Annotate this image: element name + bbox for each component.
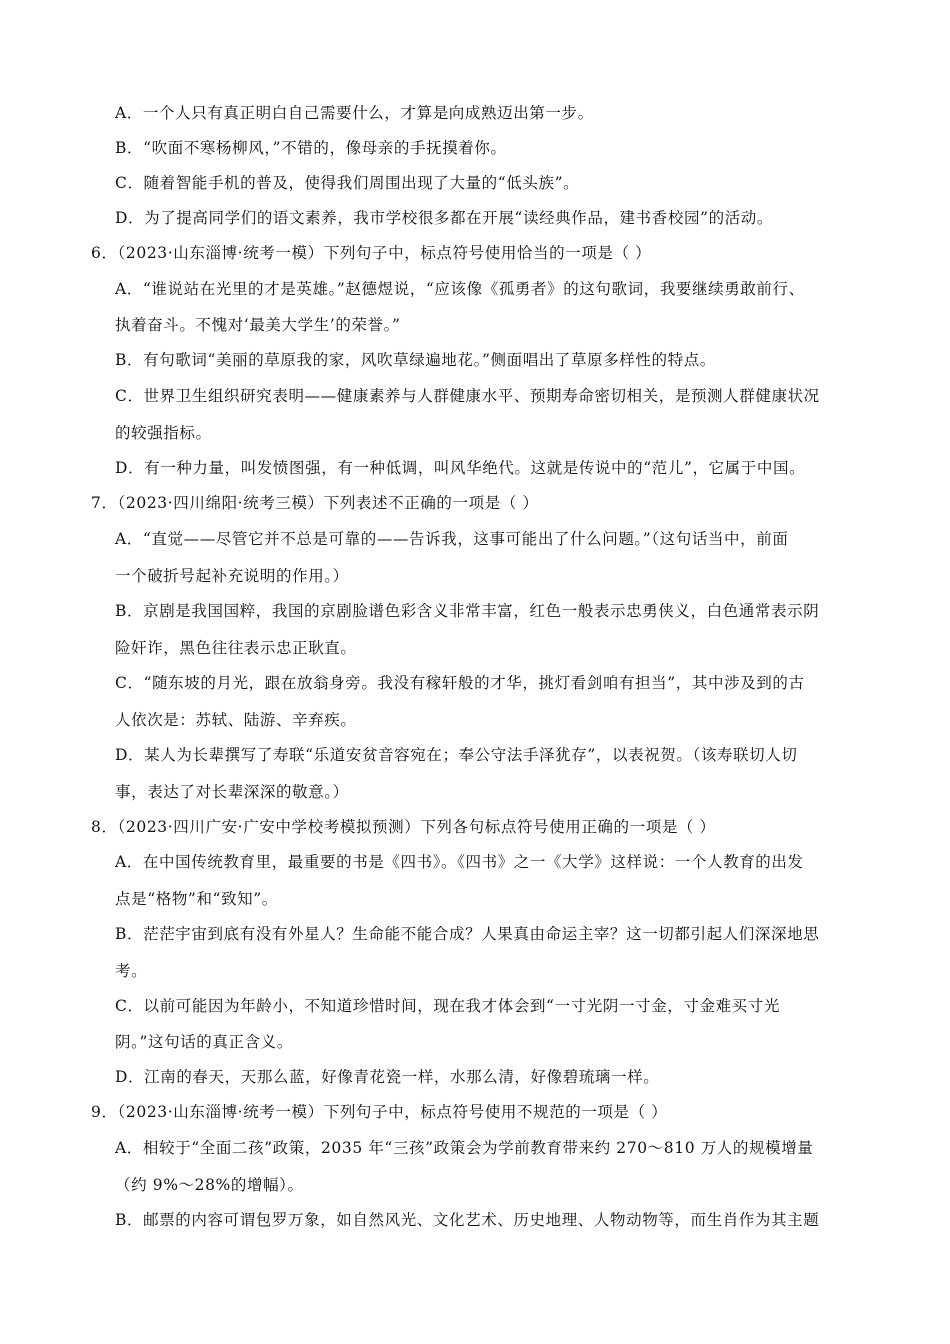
q9-option-a-cont: （约 9%～28%的增幅）。	[115, 1176, 304, 1194]
question-7-stem: 7．（2023·四川绵阳·统考三模）下列表述不正确的一项是（ ）	[91, 494, 539, 512]
q7-option-b: B．京剧是我国国粹，我国的京剧脸谱色彩含义非常丰富，红色一般表示忠勇侠义，白色通常表示阴	[115, 602, 820, 620]
q5-option-d: D．为了提高同学们的语文素养，我市学校很多都在开展“读经典作品，建书香校园”的活动。	[115, 209, 773, 227]
q8-option-d: D．江南的春天，天那么蓝，好像青花瓷一样，水那么清，好像碧琉璃一样。	[115, 1068, 660, 1086]
q8-option-a: A．在中国传统教育里，最重要的书是《四书》。《四书》之一《大学》这样说：一个人教育的出发	[115, 853, 804, 871]
q7-option-d-cont: 事，表达了对长辈深深的敬意。）	[115, 783, 349, 801]
q8-option-c-cont: 阴。”这句话的真正含义。	[115, 1033, 293, 1051]
q7-option-a: A．“直觉——尽管它并不总是可靠的——告诉我，这事可能出了什么问题。”（这句话当中，前面	[115, 530, 789, 548]
q5-option-c: C．随着智能手机的普及，使得我们周围出现了大量的“低头族”。	[115, 174, 580, 192]
q6-option-a-cont: 执着奋斗。不愧对‘最美大学生’的荣誉。”	[115, 316, 401, 334]
q6-option-b: B．有句歌词“美丽的草原我的家，风吹草绿遍地花。”侧面唱出了草原多样性的特点。	[115, 351, 716, 369]
q6-option-c: C．世界卫生组织研究表明——健康素养与人群健康水平、预期寿命密切相关，是预测人群健康状况	[115, 387, 820, 405]
q7-option-c-cont: 人依次是：苏轼、陆游、辛弃疾。	[115, 711, 357, 729]
q6-option-a: A．“谁说站在光里的才是英雄。”赵德煜说，“应该像《孤勇者》的这句歌词，我要继续勇敢前行、	[115, 280, 805, 298]
q5-option-b: B．“吹面不寒杨柳风，”不错的，像母亲的手抚摸着你。	[115, 139, 507, 157]
q6-option-d: D．有一种力量，叫发愤图强，有一种低调，叫风华绝代。这就是传说中的“范儿”，它属于中国。	[115, 459, 806, 477]
q7-option-c: C．“随东坡的月光，跟在放翁身旁。我没有稼轩般的才华，挑灯看剑咱有担当”，其中涉及到的古	[115, 674, 805, 692]
q8-option-b: B．茫茫宇宙到底有没有外星人？生命能不能合成？人果真由命运主宰？这一切都引起人们深深地思	[115, 925, 820, 943]
question-6-stem: 6．（2023·山东淄博·统考一模）下列句子中，标点符号使用恰当的一项是（ ）	[91, 244, 652, 262]
q8-option-a-cont: 点是“格物”和“致知”。	[115, 890, 278, 908]
question-8-stem: 8．（2023·四川广安·广安中学校考模拟预测）下列各句标点符号使用正确的一项是（ ）	[91, 818, 716, 836]
q6-option-c-cont: 的较强指标。	[115, 424, 212, 442]
q5-option-a: A．一个人只有真正明白自己需要什么，才算是向成熟迈出第一步。	[115, 104, 594, 122]
q8-option-b-cont: 考。	[115, 962, 148, 980]
q7-option-d: D．某人为长辈撰写了寿联“乐道安贫音容宛在；奉公守法手泽犹存”，以表祝贺。（该寿联切人切	[115, 746, 798, 764]
q9-option-b: B．邮票的内容可谓包罗万象，如自然风光、文化艺术、历史地理、人物动物等，而生肖作为其主题	[115, 1211, 820, 1229]
q7-option-a-cont: 一个破折号起补充说明的作用。）	[115, 567, 349, 585]
q7-option-b-cont: 险奸诈，黑色往往表示忠正耿直。	[115, 639, 357, 657]
q9-option-a: A．相较于“全面二孩”政策，2035 年“三孩”政策会为学前教育带来约 270～810 万人的规模增量	[115, 1139, 814, 1157]
question-9-stem: 9．（2023·山东淄博·统考一模）下列句子中，标点符号使用不规范的一项是（ ）	[91, 1103, 668, 1121]
q8-option-c: C．以前可能因为年龄小，不知道珍惜时间，现在我才体会到“一寸光阴一寸金，寸金难买寸光	[115, 997, 780, 1015]
